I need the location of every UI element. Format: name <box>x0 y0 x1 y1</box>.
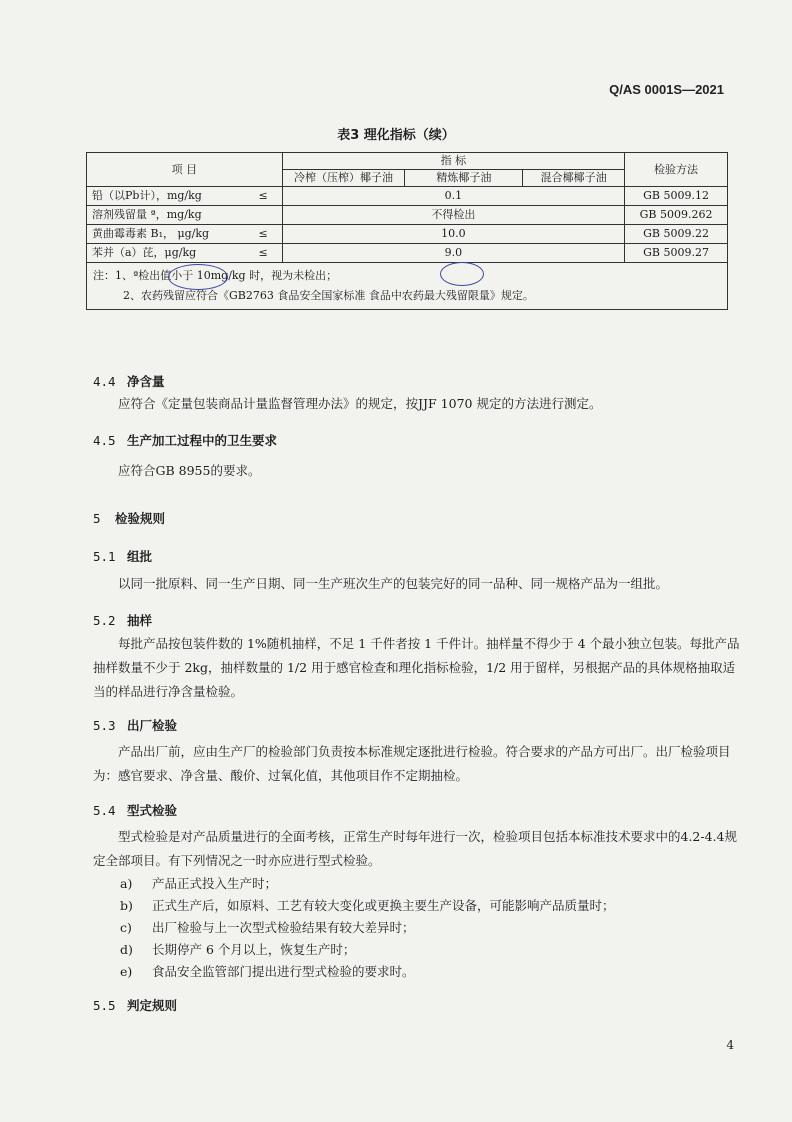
section-heading <box>93 372 165 390</box>
annotation-circle-unit <box>168 264 228 290</box>
section-heading <box>93 547 152 565</box>
list-item <box>120 940 355 958</box>
row-value: 9.0 <box>282 244 624 263</box>
section-text: 应符合GB 8955的要求。 <box>118 463 261 478</box>
section-number: 4.5 <box>93 433 116 448</box>
section-text: 型式检验是对产品质量进行的全面考核，正常生产时每年进行一次，检验项目包括本标准技术要求中的4.2-4.4规定全部项目。有下列情况之一时亦应进行型式检验。 <box>93 829 737 868</box>
row-method: GB 5009.262 <box>625 206 728 225</box>
subheader-blended: 混合椰椰子油 <box>523 170 625 187</box>
row-item-label: 苯并（a）芘，μg/kg <box>92 246 197 259</box>
header-item: 项 目 <box>87 153 283 187</box>
list-text: 出厂检验与上一次型式检验结果有较大差异时； <box>152 920 415 935</box>
list-item <box>120 962 415 980</box>
section-title: 出厂检验 <box>127 718 178 733</box>
row-value: 0.1 <box>282 187 624 206</box>
row-value: 10.0 <box>282 225 624 244</box>
section-heading <box>93 801 177 819</box>
annotation-circle-value <box>440 262 484 286</box>
section-title: 抽样 <box>127 613 153 628</box>
row-value: 不得检出 <box>282 206 624 225</box>
section-number: 4.4 <box>93 374 116 389</box>
table-row <box>87 244 728 263</box>
section-text: 以同一批原料、同一生产日期、同一生产班次生产的包装完好的同一品种、同一规格产品为一组批。 <box>118 576 669 591</box>
list-item <box>120 896 615 914</box>
section-title: 生产加工过程中的卫生要求 <box>127 433 278 448</box>
page-number: 4 <box>726 1038 734 1052</box>
table-title: 表3 理化指标（续） <box>337 128 455 143</box>
list-label: d) <box>120 942 133 957</box>
section-number: 5.2 <box>93 613 116 628</box>
row-method: GB 5009.12 <box>625 187 728 206</box>
row-method: GB 5009.27 <box>625 244 728 263</box>
chapter-heading <box>93 509 165 527</box>
list-text: 正式生产后，如原料、工艺有较大变化或更换主要生产设备，可能影响产品质量时； <box>152 898 615 913</box>
table-header-row <box>87 153 728 170</box>
table-note-1: 注：1、ª检出值小于 10mg/kg 时，视为未检出； <box>93 269 338 282</box>
section-title: 组批 <box>127 549 153 564</box>
list-item <box>120 874 277 892</box>
section-text: 产品出厂前，应由生产厂的检验部门负责按本标准规定逐批进行检验。符合要求的产品方可出厂。出厂检验项目为：感官要求、净含量、酸价、过氧化值，其他项目作不定期抽检。 <box>93 744 731 783</box>
section-heading <box>93 611 152 629</box>
row-limit-symbol: ≤ <box>258 189 268 202</box>
document-code: Q/AS 0001S—2021 <box>609 82 724 97</box>
row-method: GB 5009.22 <box>625 225 728 244</box>
table-note-2: 2、农药残留应符合《GB2763 食品安全国家标准 食品中农药最大残留限量》规定。 <box>123 289 534 302</box>
list-text: 食品安全监管部门提出进行型式检验的要求时。 <box>152 964 415 979</box>
section-title: 净含量 <box>127 374 165 389</box>
list-text: 长期停产 6 个月以上，恢复生产时； <box>152 942 356 957</box>
list-label: e) <box>120 964 133 979</box>
header-spec: 指 标 <box>282 153 624 170</box>
subheader-cold-pressed: 冷榨（压榨）椰子油 <box>282 170 405 187</box>
row-item-label: 溶剂残留量 ª，mg/kg <box>92 208 202 221</box>
list-label: c) <box>120 920 132 935</box>
section-title: 型式检验 <box>127 803 178 818</box>
section-heading <box>93 996 177 1014</box>
section-heading <box>93 716 177 734</box>
section-text: 每批产品按包装件数的 1%随机抽样，不足 1 千件者按 1 千件计。抽样量不得少于 4 个最小独立包装。每批产品抽样数量不少于 2kg，抽样数量的 1/2 用于感官检查和理化指标检验，1/2 用于留样，另根据产品的具体规格抽取适当的样品进行净含量检验。 <box>93 636 740 699</box>
header-method: 检验方法 <box>625 153 728 187</box>
row-item <box>87 225 283 244</box>
row-limit-symbol: ≤ <box>258 227 268 240</box>
row-item <box>87 187 283 206</box>
list-label: a) <box>120 876 133 891</box>
section-title: 判定规则 <box>127 998 178 1013</box>
section-number: 5.1 <box>93 549 116 564</box>
row-item <box>87 206 283 225</box>
chapter-title: 检验规则 <box>115 511 166 526</box>
row-limit-symbol: ≤ <box>258 246 268 259</box>
list-text: 产品正式投入生产时； <box>152 876 278 891</box>
section-heading <box>93 431 277 449</box>
subheader-refined: 精炼椰子油 <box>405 170 523 187</box>
table-row <box>87 206 728 225</box>
row-item <box>87 244 283 263</box>
list-label: b) <box>120 898 133 913</box>
table-row <box>87 225 728 244</box>
section-number: 5.3 <box>93 718 116 733</box>
section-number: 5.5 <box>93 998 116 1013</box>
row-item-label: 黄曲霉毒素 B₁， μg/kg <box>92 227 210 240</box>
table-row <box>87 187 728 206</box>
section-number: 5.4 <box>93 803 116 818</box>
section-text: 应符合《定量包装商品计量监督管理办法》的规定，按JJF 1070 规定的方法进行测定。 <box>118 396 602 411</box>
list-item <box>120 918 415 936</box>
chapter-number: 5 <box>93 511 101 526</box>
row-item-label: 铅（以Pb计），mg/kg <box>92 189 202 202</box>
